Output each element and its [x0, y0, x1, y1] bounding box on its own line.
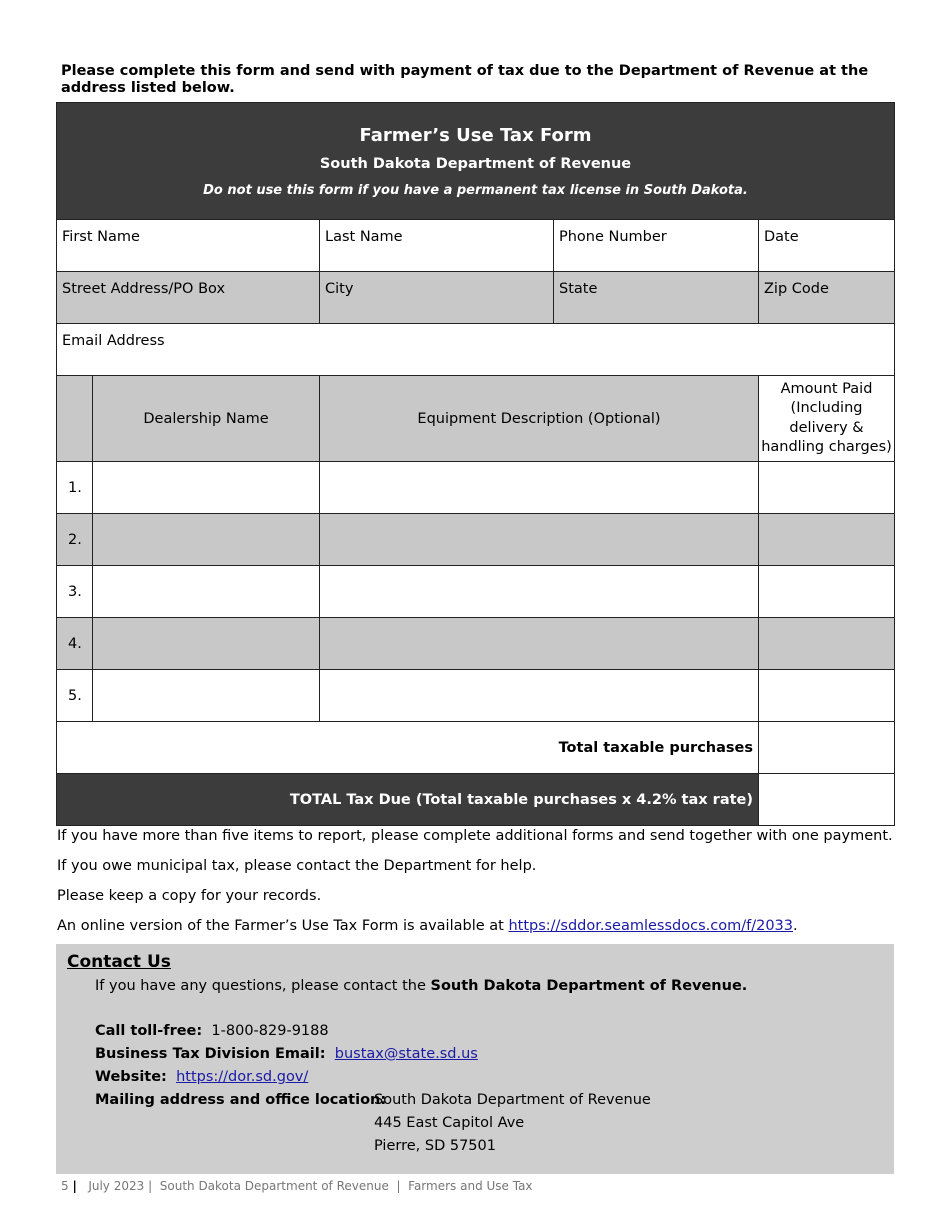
- table-row: [57, 514, 895, 566]
- dealership-column-header: Dealership Name: [93, 376, 320, 462]
- row-number: 1.: [57, 462, 93, 514]
- description-input[interactable]: [320, 566, 759, 618]
- description-input[interactable]: [320, 618, 759, 670]
- address-line-1: South Dakota Department of Revenue: [374, 1092, 651, 1108]
- contact-intro: [95, 978, 747, 994]
- form-subtitle: South Dakota Department of Revenue: [319, 155, 632, 172]
- use-tax-form: [56, 102, 895, 826]
- address-line-3: Pierre, SD 57501: [374, 1138, 496, 1154]
- period: .: [793, 918, 798, 934]
- items-header: [57, 376, 895, 462]
- zip-label: Zip Code: [764, 281, 829, 297]
- table-row: [57, 462, 895, 514]
- table-row: [57, 618, 895, 670]
- form-title: Farmer’s Use Tax Form: [359, 124, 592, 146]
- email-link[interactable]: bustax@state.sd.us: [334, 1046, 478, 1062]
- table-row: [57, 566, 895, 618]
- tollfree-number: 1-800-829-9188: [211, 1023, 329, 1039]
- state-field[interactable]: [554, 272, 759, 324]
- note-more-items: If you have more than five items to report, please complete additional forms and send together with one payment.: [57, 828, 893, 844]
- phone-field[interactable]: [554, 220, 759, 272]
- date-field[interactable]: [759, 220, 895, 272]
- amount-input[interactable]: [759, 618, 895, 670]
- first-name-label: First Name: [62, 229, 140, 245]
- footer-date: July 2023: [88, 1179, 145, 1193]
- city-label: City: [325, 281, 354, 297]
- total-tax-due-input[interactable]: [759, 774, 895, 826]
- amount-input[interactable]: [759, 514, 895, 566]
- total-tax-due-label: TOTAL Tax Due (Total taxable purchases x 4.2% tax rate): [57, 774, 759, 826]
- note-online-version: [57, 918, 798, 934]
- footer-separator: |: [72, 1179, 77, 1193]
- address-line-2: 445 East Capitol Ave: [374, 1115, 525, 1131]
- street-label: Street Address/PO Box: [62, 281, 226, 297]
- contact-section: [56, 944, 894, 1174]
- number-column-header: [57, 376, 93, 462]
- dealership-input[interactable]: [93, 462, 320, 514]
- dealership-input[interactable]: [93, 670, 320, 722]
- dealership-input[interactable]: [93, 514, 320, 566]
- contact-intro-text: If you have any questions, please contact the: [95, 978, 426, 994]
- description-input[interactable]: [320, 514, 759, 566]
- table-row: [57, 670, 895, 722]
- online-version-text: An online version of the Farmer’s Use Tax Form is available at: [57, 918, 504, 934]
- contact-tollfree: [95, 1023, 329, 1039]
- email-label: Business Tax Division Email:: [95, 1046, 326, 1062]
- website-link[interactable]: https://dor.sd.gov/: [176, 1069, 309, 1085]
- page-number: 5: [61, 1179, 69, 1193]
- last-name-label: Last Name: [325, 229, 403, 245]
- city-field[interactable]: [320, 272, 554, 324]
- amount-column-header: Amount Paid (Including delivery & handling charges): [759, 376, 895, 462]
- contact-title: Contact Us: [67, 952, 171, 972]
- amount-input[interactable]: [759, 566, 895, 618]
- intro-instructions: Please complete this form and send with payment of tax due to the Department of Revenue at the address listed below.: [61, 63, 869, 96]
- note-municipal-tax: If you owe municipal tax, please contact the Department for help.: [57, 858, 537, 874]
- form-warning: Do not use this form if you have a permanent tax license in South Dakota.: [203, 182, 748, 198]
- form-header: [57, 103, 895, 220]
- email-label: Email Address: [62, 333, 165, 349]
- description-input[interactable]: [320, 670, 759, 722]
- last-name-field[interactable]: [320, 220, 554, 272]
- online-form-link[interactable]: https://sddor.seamlessdocs.com/f/2033: [508, 918, 794, 934]
- note-keep-copy: Please keep a copy for your records.: [57, 888, 322, 904]
- row-number: 3.: [57, 566, 93, 618]
- date-label: Date: [764, 229, 799, 245]
- total-taxable-input[interactable]: [759, 722, 895, 774]
- row-number: 2.: [57, 514, 93, 566]
- footer-doc-title: Farmers and Use Tax: [408, 1179, 533, 1193]
- website-label: Website:: [95, 1069, 167, 1085]
- amount-input[interactable]: [759, 670, 895, 722]
- footer-org: South Dakota Department of Revenue: [159, 1179, 389, 1193]
- phone-label: Phone Number: [559, 229, 667, 245]
- contact-org-name: South Dakota Department of Revenue.: [430, 978, 748, 994]
- dealership-input[interactable]: [93, 618, 320, 670]
- total-taxable-label: Total taxable purchases: [57, 722, 759, 774]
- row-number: 5.: [57, 670, 93, 722]
- amount-input[interactable]: [759, 462, 895, 514]
- street-field[interactable]: [57, 272, 320, 324]
- description-input[interactable]: [320, 462, 759, 514]
- dealership-input[interactable]: [93, 566, 320, 618]
- description-column-header: Equipment Description (Optional): [320, 376, 759, 462]
- zip-field[interactable]: [759, 272, 895, 324]
- state-label: State: [559, 281, 598, 297]
- contact-email: [95, 1046, 478, 1062]
- mailing-label-text: Mailing address and office location:: [95, 1092, 387, 1108]
- email-field[interactable]: [57, 324, 895, 376]
- tollfree-label: Call toll-free:: [95, 1023, 203, 1039]
- mailing-label: [95, 1092, 386, 1108]
- first-name-field[interactable]: [57, 220, 320, 272]
- contact-website: [95, 1069, 308, 1085]
- row-number: 4.: [57, 618, 93, 670]
- page-footer: 5 | July 2023 | South Dakota Department of Revenue | Farmers and Use Tax: [61, 1179, 533, 1193]
